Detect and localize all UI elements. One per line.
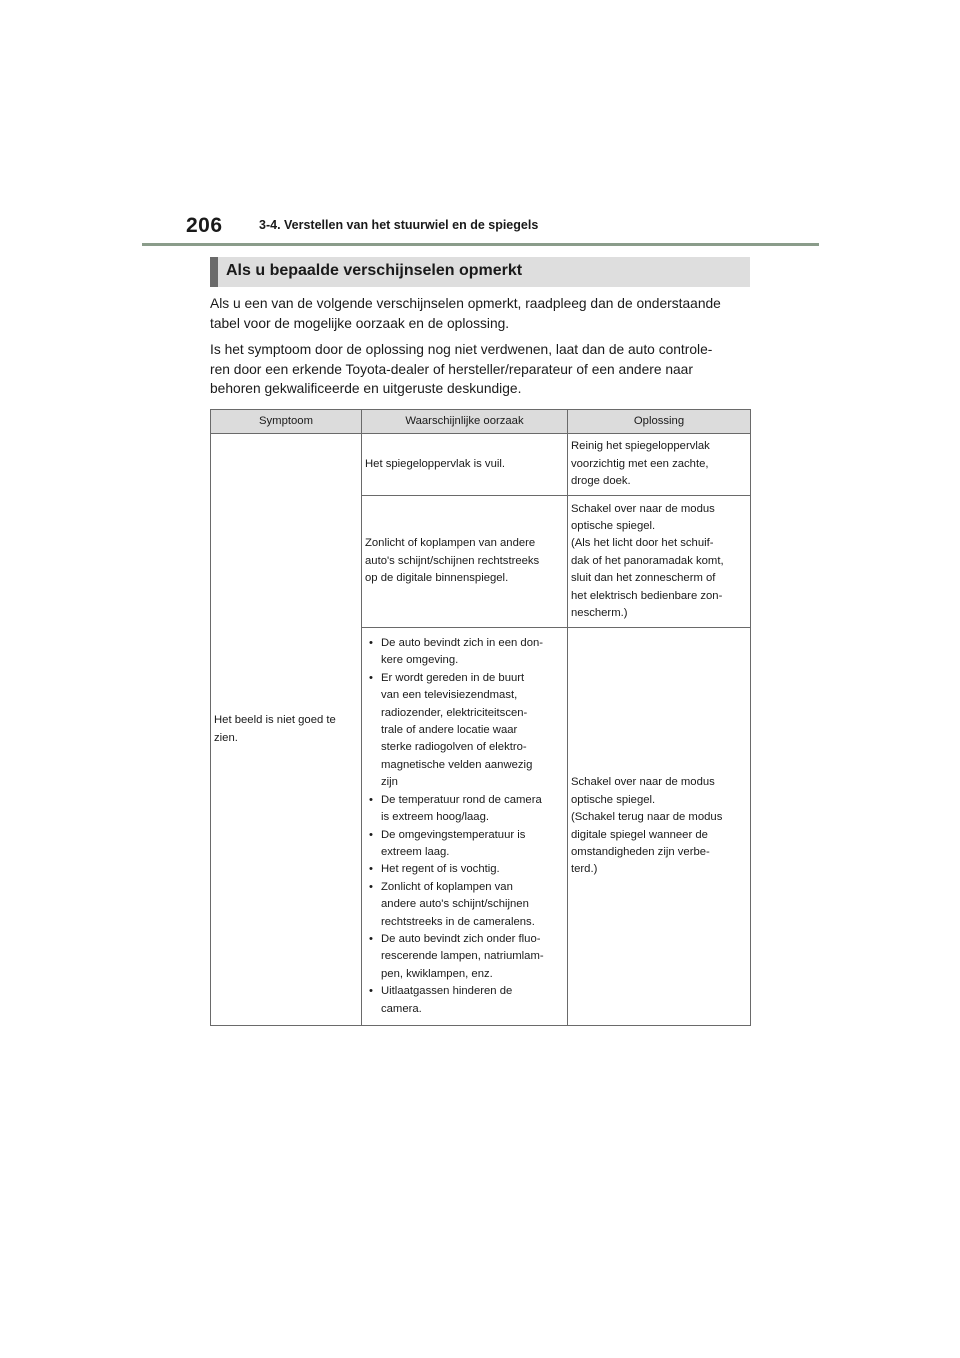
text-line: droge doek.: [571, 475, 631, 488]
text-line: (Als het licht door het schuif-: [571, 537, 714, 550]
text-line: sluit dan het zonnescherm of: [571, 572, 716, 585]
text-line: auto's schijnt/schijnen rechtstreeks: [365, 554, 540, 567]
text-line: • Zonlicht of koplampen van: [381, 880, 513, 893]
text-line: camera.: [381, 1002, 422, 1015]
header-divider: [142, 243, 819, 246]
text-line: dak of het panoramadak komt,: [571, 554, 724, 567]
text-line: zijn: [381, 776, 398, 789]
list-item: [365, 635, 564, 670]
text-line: op de digitale binnenspiegel.: [365, 572, 509, 585]
text-line: Het spiegeloppervlak is vuil.: [365, 457, 506, 470]
cause-bullet-list: [365, 635, 564, 1018]
text-line: • De auto bevindt zich in een don-: [381, 637, 544, 650]
column-header-cause: Waarschijnlijke oorzaak: [362, 410, 568, 434]
text-line: • Er wordt gereden in de buurt: [381, 671, 525, 684]
text-line: rescerende lampen, natriumlam-: [381, 950, 544, 963]
text-line: van een televisiezendmast,: [381, 689, 518, 702]
text-line: Zonlicht of koplampen van andere: [365, 537, 536, 550]
text-line: Schakel over naar de modus: [571, 776, 715, 789]
intro-paragraph-2: [210, 340, 755, 399]
text-line: Is het symptoom door de oplossing nog niet verdwenen, laat dan de auto controle-: [210, 342, 713, 357]
text-line: digitale spiegel wanneer de: [571, 828, 708, 841]
text-line: voorzichtig met een zachte,: [571, 457, 709, 470]
text-line: pen, kwiklampen, enz.: [381, 967, 493, 980]
list-item: [365, 861, 564, 878]
text-line: (Schakel terug naar de modus: [571, 811, 723, 824]
list-item: [365, 879, 564, 931]
text-line: andere auto's schijnt/schijnen: [381, 898, 529, 911]
text-line: optische spiegel.: [571, 519, 656, 532]
text-line: behoren gekwalificeerde en uitgeruste deskundige.: [210, 381, 522, 396]
section-title: 3-4. Verstellen van het stuurwiel en de spiegels: [259, 218, 539, 232]
column-header-symptom: Symptoom: [211, 410, 362, 434]
text-line: ren door een erkende Toyota-dealer of hersteller/reparateur of een andere naar: [210, 361, 693, 377]
section-heading: [210, 257, 750, 287]
text-line: optische spiegel.: [571, 793, 656, 806]
table-row: [211, 434, 751, 496]
text-line: nescherm.): [571, 607, 628, 620]
text-line: tabel voor de mogelijke oorzaak en de oplossing.: [210, 315, 510, 331]
table-header-row: [211, 410, 751, 434]
intro-paragraph-1: [210, 294, 755, 333]
column-header-solution: Oplossing: [568, 410, 751, 434]
text-line: extreem laag.: [381, 845, 450, 858]
solution-cell: [568, 434, 751, 496]
text-line: is extreem hoog/laag.: [381, 811, 490, 824]
symptom-cell: [211, 434, 362, 1026]
text-line: • Uitlaatgassen hinderen de: [381, 985, 513, 998]
symptom-table: [210, 409, 751, 1026]
text-line: • De omgevingstemperatuur is: [381, 828, 526, 841]
text-line: Het beeld is niet goed te: [214, 714, 336, 727]
text-line: radiozender, elektriciteitscen-: [381, 706, 528, 719]
text-line: • De auto bevindt zich onder fluo-: [381, 932, 541, 945]
list-item: [365, 983, 564, 1018]
text-line: trale of andere locatie waar: [381, 724, 518, 737]
text-line: • De temperatuur rond de camera: [381, 793, 542, 806]
text-line: Als u een van de volgende verschijnselen opmerkt, raadpleeg dan de onderstaande: [210, 296, 721, 311]
list-item: [365, 827, 564, 862]
text-line: het elektrisch bedienbare zon-: [571, 589, 723, 602]
text-line: sterke radiogolven of elektro-: [381, 741, 527, 754]
list-item: [365, 670, 564, 792]
cause-cell: [362, 434, 568, 496]
list-item: [365, 792, 564, 827]
text-line: Schakel over naar de modus: [571, 502, 715, 515]
text-line: omstandigheden zijn verbe-: [571, 845, 710, 858]
page-number: 206: [186, 214, 223, 237]
solution-cell: [568, 496, 751, 628]
section-heading-text: Als u bepaalde verschijnselen opmerkt: [226, 262, 523, 279]
cause-cell: [362, 496, 568, 628]
list-item: [365, 931, 564, 983]
text-line: magnetische velden aanwezig: [381, 758, 533, 771]
text-line: zien.: [214, 731, 238, 744]
text-line: kere omgeving.: [381, 654, 459, 667]
solution-cell: [568, 628, 751, 1026]
cause-cell: [362, 628, 568, 1026]
text-line: terd.): [571, 863, 598, 876]
text-line: rechtstreeks in de cameralens.: [381, 915, 535, 928]
text-line: Reinig het spiegeloppervlak: [571, 440, 710, 453]
text-line: • Het regent of is vochtig.: [381, 863, 500, 876]
